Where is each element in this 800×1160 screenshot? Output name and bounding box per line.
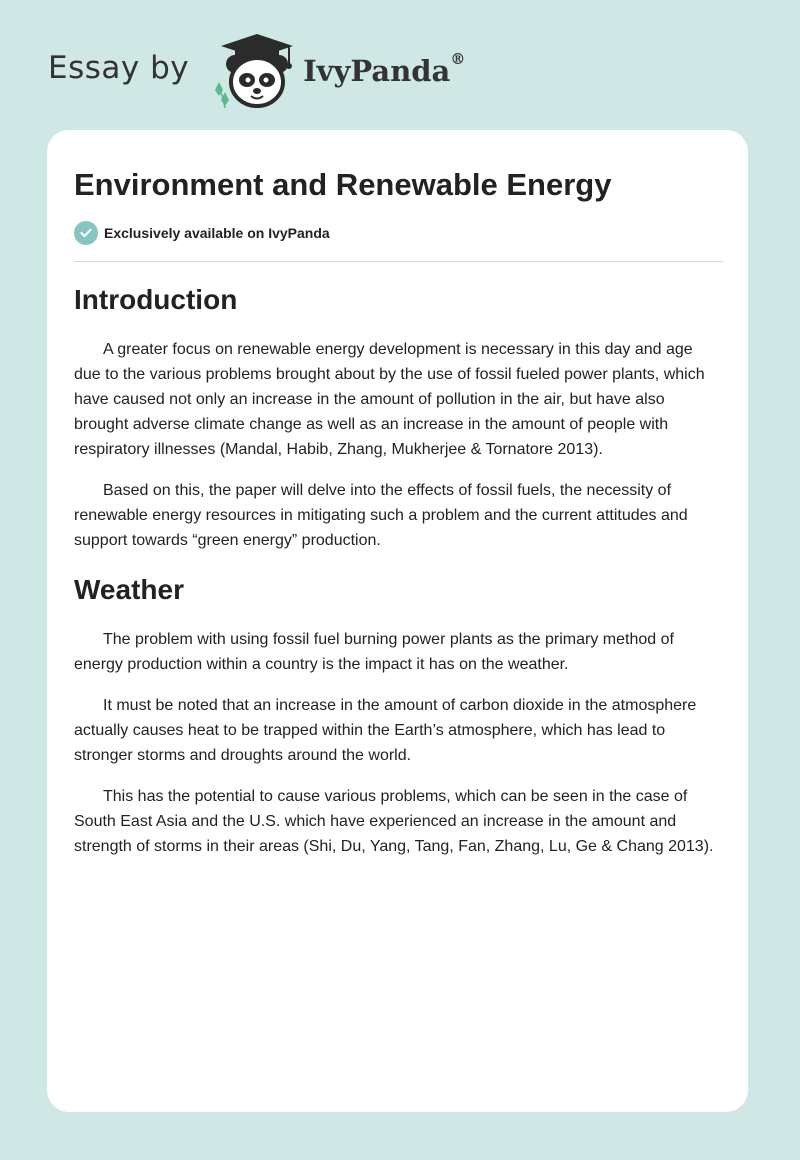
- essay-card: [47, 130, 748, 1112]
- essay-by-label: Essay by: [48, 50, 190, 86]
- page-title: Environment and Renewable Energy: [74, 167, 612, 202]
- paragraph: It must be noted that an increase in the amount of carbon dioxide in the atmosphere actually causes heat to be trapped within the Earth’s atmosphere, which has lead to stronger storms and droughts around the world.: [74, 697, 697, 764]
- registered-mark: ®: [450, 50, 466, 68]
- exclusive-label: Exclusively available on IvyPanda: [104, 225, 330, 241]
- exclusive-badge: [74, 221, 330, 245]
- brand-name[interactable]: IvyPanda®: [303, 50, 466, 88]
- check-icon: [74, 221, 98, 245]
- paragraph: Based on this, the paper will delve into the effects of fossil fuels, the necessity of renewable energy resources in mitigating such a problem and the current attitudes and support towards “green energy” production.: [74, 482, 688, 549]
- essay-body: [74, 282, 723, 875]
- section-heading-introduction: Introduction: [74, 284, 238, 315]
- site-header: [48, 30, 465, 110]
- panda-logo-icon[interactable]: [205, 30, 297, 110]
- paragraph: The problem with using fossil fuel burning power plants as the primary method of energy production within a country is the impact it has on the weather.: [74, 631, 674, 673]
- paragraph: This has the potential to cause various problems, which can be seen in the case of South East Asia and the U.S. which have experienced an increase in the amount and strength of storms in their areas (Shi, Du, Yang, Tang, Fan, Zhang, Lu, Ge & Chang 2013).: [74, 788, 714, 855]
- paragraph: A greater focus on renewable energy development is necessary in this day and age due to the various problems brought about by the use of fossil fueled power plants, which have caused not only an increase in the amount of pollution in the air, but have also brought adverse climate change as well as an increase in the amount of people with respiratory illnesses (Mandal, Habib, Zhang, Mukherjee & Tornatore 2013).: [74, 341, 705, 458]
- divider: [74, 261, 723, 262]
- section-heading-weather: Weather: [74, 574, 184, 605]
